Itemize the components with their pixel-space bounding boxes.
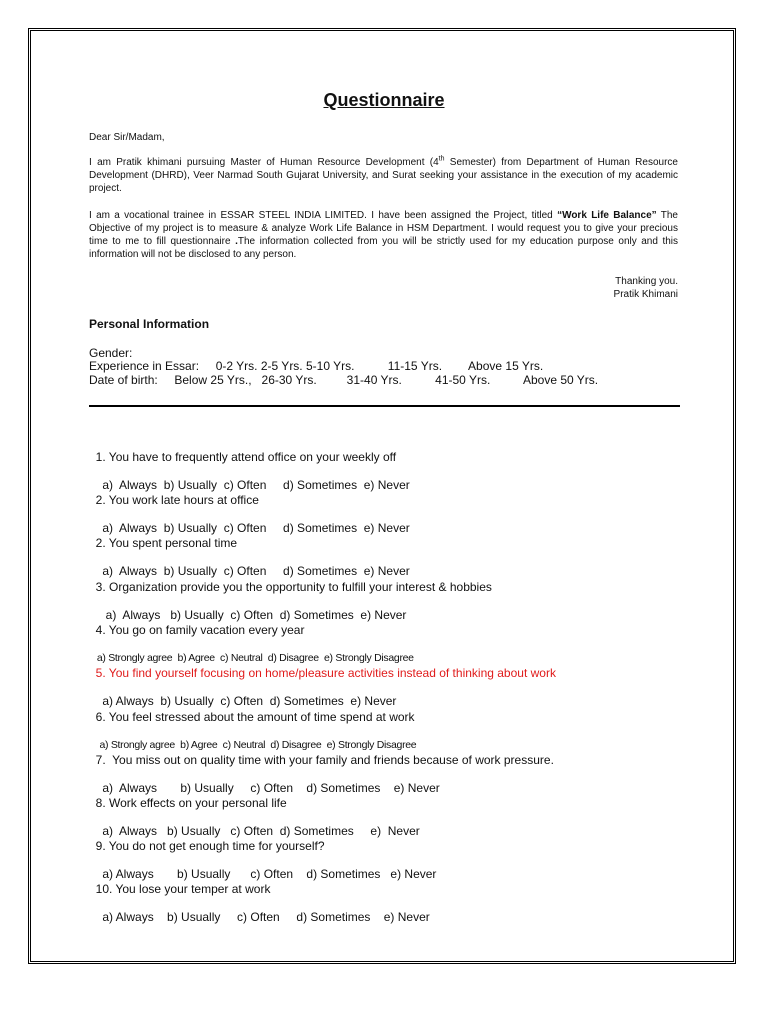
question-options: a) Always b) Usually c) Often d) Sometimes e) Never [89,521,410,535]
project-title: “Work Life Balance” [557,210,657,221]
intro2-part-b: The Objective of my project is to measure & analyze Work Life Balance in HSM Department. I would request you to give your precious time to me to fill questionnaire [89,210,678,247]
question-text: 8. Work effects on your personal life [95,796,287,810]
intro-paragraph-1 [89,156,678,195]
experience-field: Experience in Essar: 0-2 Yrs. 2-5 Yrs. 5-10 Yrs. 11-15 Yrs. Above 15 Yrs. [89,359,544,373]
question-options: a) Always b) Usually c) Often d) Sometimes e) Never [89,910,430,924]
signature-name: Pratik Khimani [613,289,678,300]
intro1-part-a: I am Pratik khimani pursuing Master of Human Resource Development (4 [89,157,439,168]
salutation: Dear Sir/Madam, [89,132,165,143]
question-text: 1. You have to frequently attend office on your weekly off [95,450,397,464]
question-text: 7. You miss out on quality time with your family and friends because of work pressure. [95,753,554,767]
question-text: 6. You feel stressed about the amount of time spend at work [95,710,415,724]
question-options: a) Always b) Usually c) Often d) Sometimes e) Never [89,608,407,622]
intro1-part-b: Semester) from Department of Human Resource Development (DHRD), Veer Narmad South Gujarat University, and Surat seeking your assistance in the execution of my academic project. [89,157,678,194]
question-text: 9. You do not get enough time for yourself? [95,839,325,853]
question-text: 4. You go on family vacation every year [95,623,305,637]
question-options: a) Always b) Usually c) Often d) Sometimes e) Never [89,564,410,578]
question-options: a) Always b) Usually c) Often d) Sometimes e) Never [89,478,410,492]
intro-paragraph-2 [89,209,678,261]
question-text: 5. You find yourself focusing on home/pleasure activities instead of thinking about work [95,666,556,680]
section-divider [89,405,680,407]
gender-field: Gender: [89,346,133,360]
intro2-part-c: The information collected from you will be strictly used for my education purpose only and this information will not be disclosed to any person. [89,236,679,260]
page-title: Questionnaire [323,90,445,110]
question-options: a) Always b) Usually c) Often d) Sometimes e) Never [89,867,437,881]
question-text: 2. You work late hours at office [95,493,259,507]
question-options: a) Strongly agree b) Agree c) Neutral d) Disagree e) Strongly Disagree [89,739,417,751]
personal-info-heading: Personal Information [89,317,210,331]
question-options: a) Always b) Usually c) Often d) Sometimes e) Never [89,781,440,795]
dob-field: Date of birth: Below 25 Yrs., 26-30 Yrs. 31-40 Yrs. 41-50 Yrs. Above 50 Yrs. [89,373,599,387]
question-options: a) Strongly agree b) Agree c) Neutral d) Disagree e) Strongly Disagree [89,652,414,664]
question-options: a) Always b) Usually c) Often d) Sometimes e) Never [89,694,397,708]
question-text: 3. Organization provide you the opportunity to fulfill your interest & hobbies [95,580,492,594]
intro2-dot: . [235,236,238,247]
question-10 [89,868,430,938]
intro2-part-a: I am a vocational trainee in ESSAR STEEL INDIA LIMITED. I have been assigned the Project, titled [89,210,558,221]
intro1-sup: th [438,155,445,163]
question-text: 10. You lose your temper at work [95,882,271,896]
thanks-text: Thanking you. [615,276,678,287]
question-text: 2. You spent personal time [95,536,238,550]
question-options: a) Always b) Usually c) Often d) Sometimes e) Never [89,824,420,838]
